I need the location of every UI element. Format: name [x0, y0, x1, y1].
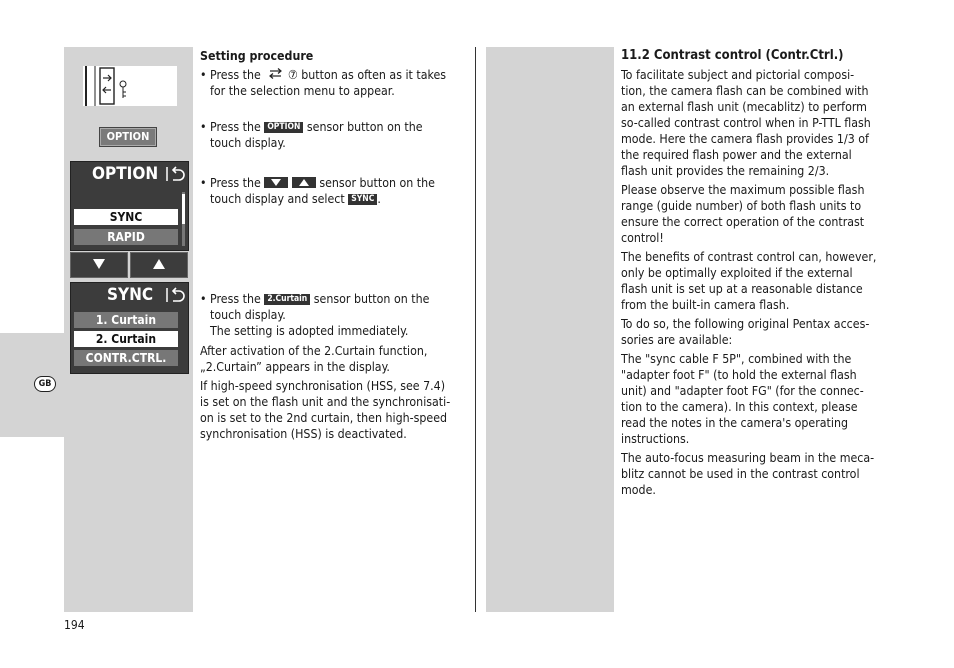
down-button[interactable] — [70, 252, 128, 278]
step-text: Press the — [210, 176, 261, 190]
section-heading: 11.2 Contrast control (Contr.Ctrl.) — [621, 48, 844, 63]
triangle-down-icon — [92, 258, 106, 270]
text-line: instructions. — [621, 432, 690, 446]
text-line: The auto-focus measuring beam in the meca- — [621, 451, 875, 465]
button-number: ⑦ — [287, 68, 298, 82]
step-3: • Press the sensor button on the touch display and select SYNC . — [200, 176, 435, 206]
right-gray-panel — [486, 47, 614, 612]
text-line: sories are available: — [621, 333, 733, 347]
column-divider — [475, 47, 476, 612]
text-line: The benefits of contrast control can, however, — [621, 250, 877, 264]
text-line: only be optimally exploited if the external — [621, 266, 853, 280]
text-line: To do so, the following original Pentax acces- — [621, 317, 870, 331]
text-line: tion to the camera). In this context, please — [621, 400, 858, 414]
text-line: blitz cannot be used in the contrast control — [621, 467, 860, 481]
menu-item-contr-ctrl[interactable]: CONTR.CTRL. — [74, 350, 178, 366]
step-text: The setting is adopted immediately. — [210, 324, 409, 338]
step-1: • Press the ⑦ button as often as it takes for the selection menu to appear. — [200, 67, 472, 99]
triangle-down-icon — [264, 177, 288, 188]
language-badge: GB — [34, 376, 56, 392]
text-line: ensure the correct operation of the contrast — [621, 215, 865, 229]
text-line: read the notes in the camera's operating — [621, 416, 848, 430]
menu-item-2-curtain[interactable]: 2. Curtain — [74, 331, 178, 347]
text-line: tion, the camera flash can be combined with — [621, 84, 869, 98]
text-line: unit) and "adapter foot FG" (for the connec- — [621, 384, 864, 398]
step-text: sensor button on the — [310, 292, 430, 306]
option-button[interactable]: OPTION — [99, 127, 157, 147]
text-line: flash unit provides the remaining 2/3. — [621, 164, 830, 178]
step-4: • Press the 2.Curtain sensor button on the touch display. The setting is adopted immediately. — [200, 291, 472, 339]
menu-item-sync[interactable]: SYNC — [74, 209, 178, 225]
paragraph — [621, 450, 893, 498]
paragraph — [621, 316, 893, 348]
text-line: "adapter foot F" (to hold the external flash — [621, 368, 857, 382]
step-text: Press the — [210, 120, 261, 134]
step-text: sensor button on the — [315, 176, 435, 190]
text-line: The "sync cable F 5P", combined with the — [621, 352, 852, 366]
paragraph-hss — [200, 378, 472, 442]
option-menu-screen — [70, 161, 189, 251]
2-curtain-tag: 2.Curtain — [264, 294, 310, 305]
screen-title: SYNC — [107, 285, 154, 305]
text-line: an external flash unit (mecablitz) to perform — [621, 100, 867, 114]
step-text: touch display. — [210, 136, 286, 150]
device-illustration — [83, 66, 177, 106]
step-2: • Press the OPTION sensor button on the touch display. — [200, 119, 472, 151]
text-line: control! — [621, 231, 664, 245]
step-text: button as often as it takes — [297, 68, 447, 82]
text-line: „2.Curtain” appears in the display. — [200, 360, 390, 374]
text-line: After activation of the 2.Curtain function, — [200, 344, 428, 358]
dial-button-icon — [268, 68, 284, 79]
text-line: from the built-in camera flash. — [621, 298, 790, 312]
back-arrow-icon[interactable] — [166, 165, 186, 183]
text-line: Please observe the maximum possible flash — [621, 183, 865, 197]
menu-item-rapid[interactable]: RAPID — [74, 229, 178, 245]
step-text: touch display and select — [210, 192, 345, 206]
menu-item-1-curtain[interactable]: 1. Curtain — [74, 312, 178, 328]
paragraph-2-curtain — [200, 343, 472, 375]
text-line: on is set to the 2nd curtain, then high-speed — [200, 411, 448, 425]
scrollbar-track[interactable] — [182, 192, 185, 246]
text-line: mode. Here the camera flash provides 1/3 of — [621, 132, 869, 146]
screen-title: OPTION — [92, 164, 159, 184]
text-line: range (guide number) of both flash units to — [621, 199, 862, 213]
text-line: so-called contrast control when in P-TTL flash — [621, 116, 871, 130]
procedure-heading: Setting procedure — [200, 49, 314, 63]
sync-menu-screen — [70, 282, 189, 374]
text-line: If high-speed synchronisation (HSS, see 7.4) — [200, 379, 446, 393]
triangle-up-icon — [152, 258, 166, 270]
step-text: touch display. — [210, 308, 286, 322]
text-line: mode. — [621, 483, 656, 497]
step-text: sensor button on the — [303, 120, 423, 134]
dial-button-icon — [83, 66, 177, 106]
step-text: for the selection menu to appear. — [210, 84, 395, 98]
triangle-up-icon — [292, 177, 316, 188]
paragraph — [621, 249, 893, 313]
text-line: is set on the flash unit and the synchronisati- — [200, 395, 451, 409]
text-line: To facilitate subject and pictorial composi- — [621, 68, 855, 82]
step-text: . — [377, 192, 381, 206]
text-line: flash unit is set up at a reasonable distance — [621, 282, 863, 296]
step-text: Press the — [210, 68, 261, 82]
up-button[interactable] — [130, 252, 188, 278]
paragraph — [621, 67, 893, 179]
text-line: synchronisation (HSS) is deactivated. — [200, 427, 407, 441]
paragraph — [621, 351, 893, 447]
back-arrow-icon[interactable] — [166, 286, 186, 304]
step-text: Press the — [210, 292, 261, 306]
option-tag: OPTION — [264, 122, 303, 133]
page-number: 194 — [64, 618, 85, 632]
paragraph — [621, 182, 893, 246]
sync-tag: SYNC — [348, 194, 377, 205]
text-line: the required flash power and the external — [621, 148, 852, 162]
contrast-body — [621, 67, 893, 501]
